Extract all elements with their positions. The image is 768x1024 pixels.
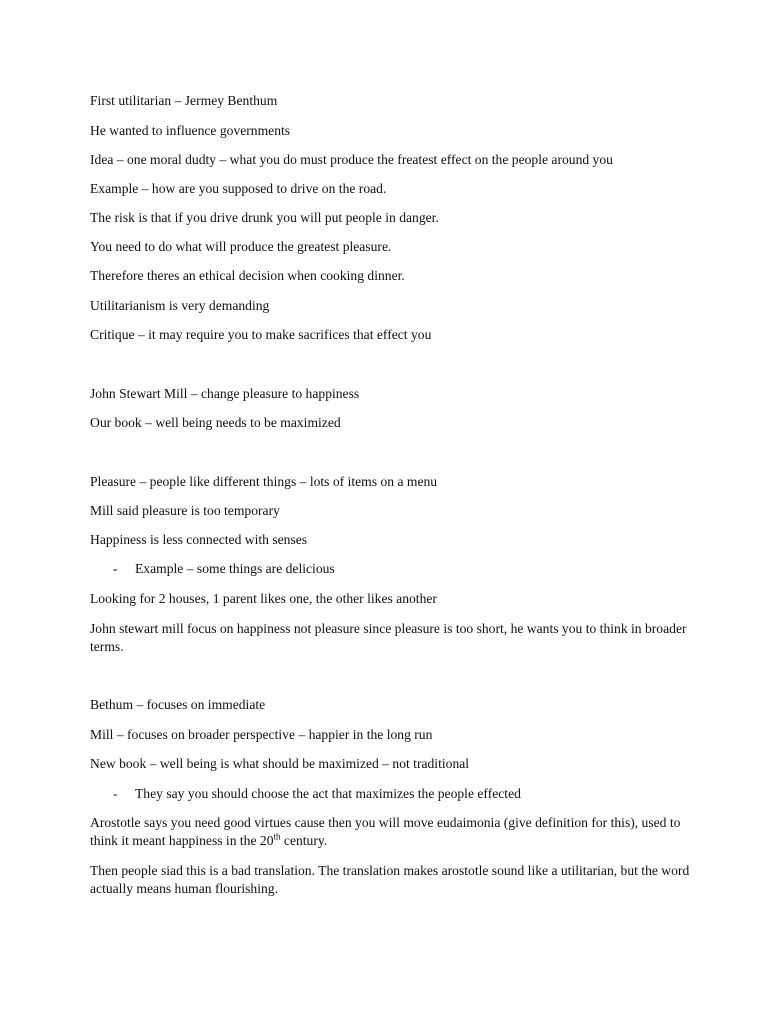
text-line: Mill – focuses on broader perspective – happier in the long run: [90, 727, 433, 742]
text-line: Idea – one moral dudty – what you do must produce the freatest effect on the people around you: [90, 152, 613, 167]
bullet-text: They say you should choose the act that maximizes the people effected: [135, 786, 521, 801]
text-line: John Stewart Mill – change pleasure to happiness: [90, 386, 360, 401]
text-line: Critique – it may require you to make sacrifices that effect you: [90, 327, 432, 342]
text-line: Therefore theres an ethical decision when cooking dinner.: [90, 268, 405, 283]
text-line: He wanted to influence governments: [90, 123, 291, 138]
text-line: The risk is that if you drive drunk you will put people in danger.: [90, 210, 439, 225]
text-line: Utilitarianism is very demanding: [90, 298, 270, 313]
text-line: Happiness is less connected with senses: [90, 532, 308, 547]
text-paragraph: Then people siad this is a bad translation. The translation makes arostotle sound like a utilitarian, but the word actually means human flourishing.: [90, 863, 690, 896]
ordinal-suffix: th: [273, 831, 281, 842]
text-line: You need to do what will produce the greatest pleasure.: [90, 239, 392, 254]
text-line: Pleasure – people like different things – lots of items on a menu: [90, 474, 438, 489]
bullet-marker: -: [113, 561, 118, 576]
aristotle-text-end: century.: [280, 833, 328, 848]
aristotle-text: Arostotle says you need good virtues cause then you will move eudaimonia (give definition for this), used to think it meant happiness in the 20: [90, 815, 681, 848]
bullet-marker: -: [113, 786, 118, 801]
text-line: Looking for 2 houses, 1 parent likes one, the other likes another: [90, 591, 437, 606]
text-paragraph: [90, 814, 690, 850]
text-line: First utilitarian – Jermey Benthum: [90, 93, 278, 108]
text-line: New book – well being is what should be maximized – not traditional: [90, 756, 470, 771]
text-line: Mill said pleasure is too temporary: [90, 503, 280, 518]
bullet-text: Example – some things are delicious: [135, 561, 335, 576]
text-line: Our book – well being needs to be maximized: [90, 415, 341, 430]
text-paragraph: John stewart mill focus on happiness not pleasure since pleasure is too short, he wants you to think in broader terms.: [90, 621, 687, 654]
text-line: Example – how are you supposed to drive on the road.: [90, 181, 387, 196]
text-line: Bethum – focuses on immediate: [90, 697, 266, 712]
